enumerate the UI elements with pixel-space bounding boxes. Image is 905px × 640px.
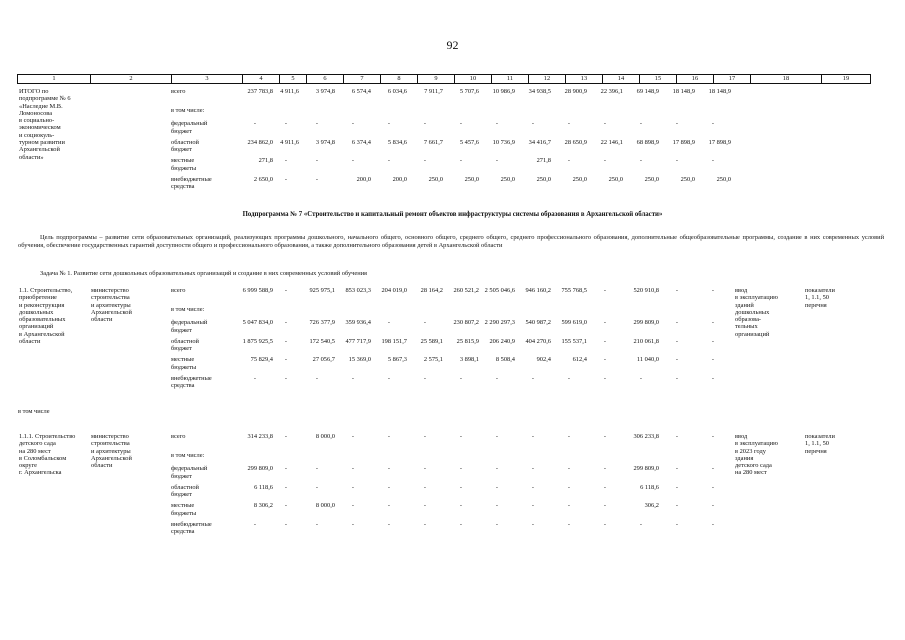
value-cell: - [603,520,607,528]
value-cell: - [675,502,679,510]
value-cell: 7 911,7 [424,88,443,95]
column-header-3: 3 [172,75,243,84]
value-cell: 2 575,1 [423,356,443,364]
value-cell: - [315,483,319,491]
value-cell: 299 809,0 [633,319,659,327]
value-cell: 8 000,0 [315,433,335,440]
value-cell: 4 911,6 [280,138,299,146]
value-cell: 28 900,9 [564,88,587,95]
value-cell: 28 164,2 [420,287,443,294]
value-cell: - [284,337,288,345]
value-cell: 271,8 [536,157,551,165]
source-label: внебюджетные средства [171,175,212,191]
value-cell: 75 829,4 [250,356,273,364]
value-cell: 260 521,2 [453,287,479,294]
value-cell: 540 987,2 [525,319,551,327]
in-that-number-label: в том числе [18,408,50,415]
value-cell: 8 306,2 [253,502,273,510]
value-cell: - [351,157,355,165]
value-cell: 271,8 [258,157,273,165]
value-cell: - [423,483,427,491]
source-label: областной бюджет [171,138,199,154]
value-cell: 3 898,1 [459,356,479,364]
value-cell: 28 650,9 [564,138,587,146]
column-header-13: 13 [566,75,603,84]
column-header-17: 17 [714,75,751,84]
source-label: федеральный бюджет [171,465,208,480]
value-cell: - [531,483,535,491]
value-cell: - [387,319,391,327]
value-cell: - [675,356,679,364]
value-cell: 5 834,6 [387,138,407,146]
value-cell: - [675,483,679,491]
value-cell: 10 736,9 [492,138,515,146]
value-cell: 2 650,0 [253,175,273,183]
value-cell: - [567,157,571,165]
value-cell: - [639,374,643,382]
value-cell: - [387,520,391,528]
value-cell: - [387,483,391,491]
indicator-text: показатели 1, 1.1, 50 перечня [805,287,835,309]
value-cell: 250,0 [464,175,479,183]
value-cell: - [459,120,463,128]
value-cell: 6 574,4 [351,88,371,95]
value-cell: - [603,374,607,382]
value-cell: 69 148,9 [636,88,659,95]
value-cell: 250,0 [716,175,731,183]
value-cell: - [567,374,571,382]
column-header-9: 9 [418,75,455,84]
value-cell: 10 986,9 [492,88,515,95]
subprogram-heading: Подпрограмма № 7 «Строительство и капитальный ремонт объектов инфраструктуры системы образования в Архангельской области» [242,211,663,218]
value-cell: 200,0 [392,175,407,183]
value-cell: 5 047 834,0 [242,319,273,327]
value-cell: 299 809,0 [247,465,273,473]
column-header-12: 12 [529,75,566,84]
value-cell: - [315,175,319,183]
value-cell: 206 240,9 [489,337,515,345]
value-cell: - [531,520,535,528]
value-cell: - [603,287,607,294]
value-cell: 22 146,1 [600,138,623,146]
value-cell: - [603,502,607,510]
value-cell: - [711,483,715,491]
value-cell: - [675,319,679,327]
value-cell: - [459,374,463,382]
value-cell: - [531,465,535,473]
source-label: федеральный бюджет [171,120,208,135]
value-cell: - [639,520,643,528]
value-cell: 6 999 588,9 [242,287,273,294]
value-cell: - [459,433,463,440]
column-header-14: 14 [603,75,640,84]
value-cell: - [351,120,355,128]
value-cell: - [495,520,499,528]
value-cell: - [711,520,715,528]
value-cell: 250,0 [680,175,695,183]
value-cell: - [711,319,715,327]
value-cell: - [711,287,715,294]
value-cell: 5 707,6 [459,88,479,95]
source-label: в том числе: [171,106,205,114]
value-cell: - [284,356,288,364]
value-cell: - [531,374,535,382]
value-cell: - [284,502,288,510]
value-cell: 34 416,7 [528,138,551,146]
value-cell: 250,0 [536,175,551,183]
value-cell: - [351,502,355,510]
value-cell: 4 911,6 [280,88,299,95]
value-cell: - [675,374,679,382]
value-cell: 11 040,0 [636,356,659,364]
value-cell: - [315,157,319,165]
value-cell: 520 910,8 [633,287,659,294]
value-cell: - [603,120,607,128]
value-cell: - [675,433,679,440]
column-header-11: 11 [492,75,529,84]
value-cell: - [639,157,643,165]
column-header-2: 2 [91,75,172,84]
value-cell: 17 898,9 [672,138,695,146]
value-cell: - [711,502,715,510]
value-cell: - [284,374,288,382]
value-cell: - [284,520,288,528]
value-cell: 3 974,8 [315,138,335,146]
value-cell: 22 396,1 [600,88,623,95]
value-cell: - [603,337,607,345]
value-cell: 726 377,9 [309,319,335,327]
value-cell: - [675,337,679,345]
row-title: 1.1.1. Строительство детского сада на 280 мест в Соломбальском округе г. Архангельска [19,433,76,477]
column-header-16: 16 [677,75,714,84]
value-cell: - [387,433,391,440]
value-cell: 925 975,1 [309,287,335,294]
value-cell: 155 537,1 [561,337,587,345]
value-cell: 2 505 046,6 [484,287,515,294]
source-label: внебюджетные средства [171,520,212,536]
value-cell: 612,4 [572,356,587,364]
value-cell: - [284,175,288,183]
value-cell: - [603,319,607,327]
source-label: федеральный бюджет [171,319,208,334]
column-header-6: 6 [307,75,344,84]
source-label: внебюджетные средства [171,374,212,390]
column-header-19: 19 [822,75,871,84]
value-cell: 68 898,9 [636,138,659,146]
value-cell: - [675,287,679,294]
value-cell: - [531,502,535,510]
value-cell: 234 862,0 [247,138,273,146]
source-label: местные бюджеты [171,356,197,371]
value-cell: - [567,120,571,128]
value-cell: 6 374,4 [351,138,371,146]
value-cell: - [423,520,427,528]
source-label: всего [171,88,186,95]
value-cell: - [423,157,427,165]
column-header-8: 8 [381,75,418,84]
value-cell: - [284,120,288,128]
task-heading: Задача № 1. Развитие сети дошкольных образовательных организаций и создание в них современных условий обучения [40,270,367,277]
value-cell: 18 148,9 [708,88,731,95]
result-text: ввод в эксплуатацию зданий дошкольных образова- тельных организаций [735,287,778,338]
value-cell: 404 270,6 [525,337,551,345]
value-cell: 1 875 925,5 [242,337,273,345]
value-cell: - [423,465,427,473]
value-cell: 250,0 [428,175,443,183]
value-cell: - [675,120,679,128]
value-cell: - [603,465,607,473]
value-cell: - [675,157,679,165]
value-cell: 34 938,5 [528,88,551,95]
value-cell: - [495,157,499,165]
value-cell: - [495,374,499,382]
source-label: местные бюджеты [171,502,197,517]
value-cell: 250,0 [500,175,515,183]
value-cell: - [639,120,643,128]
value-cell: - [711,465,715,473]
value-cell: - [603,433,607,440]
value-cell: 7 661,7 [423,138,443,146]
value-cell: - [531,433,535,440]
column-header-18: 18 [751,75,822,84]
value-cell: 902,4 [536,356,551,364]
value-cell: 359 936,4 [345,319,371,327]
value-cell: - [284,157,288,165]
value-cell: 27 056,7 [312,356,335,364]
column-number-header [17,74,871,84]
value-cell: - [459,157,463,165]
value-cell: 299 809,0 [633,465,659,473]
value-cell: - [423,374,427,382]
value-cell: - [459,465,463,473]
source-label: всего [171,433,186,440]
value-cell: - [423,319,427,327]
value-cell: 306 233,8 [633,433,659,440]
value-cell: - [711,337,715,345]
value-cell: - [711,356,715,364]
value-cell: 25 815,9 [456,337,479,345]
value-cell: - [711,120,715,128]
value-cell: 3 974,8 [315,88,335,95]
value-cell: 8 000,0 [315,502,335,510]
column-header-1: 1 [18,75,91,84]
value-cell: 599 619,0 [561,319,587,327]
value-cell: 250,0 [572,175,587,183]
value-cell: - [284,319,288,327]
value-cell: - [459,520,463,528]
source-label: в том числе: [171,451,205,459]
column-header-5: 5 [280,75,307,84]
value-cell: 6 118,6 [254,483,273,491]
value-cell: - [284,287,288,294]
value-cell: 2 290 297,3 [484,319,515,327]
value-cell: - [423,120,427,128]
value-cell: 15 369,0 [348,356,371,364]
source-label: местные бюджеты [171,157,197,172]
source-label: областной бюджет [171,483,199,499]
value-cell: - [423,502,427,510]
value-cell: - [387,374,391,382]
subprogram-goal: Цель подпрограммы – развитие сети образовательных организаций, реализующих программы дошкольного, начального общего, основного общего, среднего общего, среднего профессионального образования, дополнительные общеобразовательные программы, создание в них современных условий обучения, обеспечение государственных гарантий доступности общего и профессионального образования, а также дополнительного образования детей в Архангельской области [18,234,884,249]
value-cell: - [603,483,607,491]
value-cell: - [387,120,391,128]
value-cell: - [675,465,679,473]
row-title: 1.1. Строительство, приобретение и реконструкция дошкольных образовательных организаций в Архангельской области [19,287,73,346]
value-cell: - [495,433,499,440]
value-cell: 946 160,2 [525,287,551,294]
value-cell: - [459,502,463,510]
value-cell: - [567,502,571,510]
result-text: ввод в эксплуатацию в 2023 году здания детского сада на 280 мест [735,433,778,477]
value-cell: 172 540,5 [309,337,335,345]
executor: министерство строительства и архитектуры Архангельской области [91,433,132,470]
page-number: 92 [446,38,459,52]
value-cell: - [531,120,535,128]
value-cell: - [567,433,571,440]
value-cell: 210 061,8 [633,337,659,345]
value-cell: 477 717,9 [345,337,371,345]
value-cell: - [351,520,355,528]
value-cell: 755 768,5 [561,287,587,294]
value-cell: 314 233,8 [247,433,273,440]
executor: министерство строительства и архитектуры Архангельской области [91,287,132,324]
value-cell: 853 023,3 [345,287,371,294]
source-label: всего [171,287,186,294]
value-cell: 250,0 [644,175,659,183]
value-cell: - [711,157,715,165]
value-cell: - [351,465,355,473]
value-cell: - [351,433,355,440]
column-header-15: 15 [640,75,677,84]
value-cell: - [315,465,319,473]
value-cell: - [603,356,607,364]
column-header-7: 7 [344,75,381,84]
source-label: областной бюджет [171,337,199,353]
value-cell: - [315,120,319,128]
value-cell: 200,0 [356,175,371,183]
value-cell: - [284,483,288,491]
source-label: в том числе: [171,305,205,313]
value-cell: - [315,520,319,528]
value-cell: - [351,374,355,382]
value-cell: 8 508,4 [495,356,515,364]
value-cell: 250,0 [608,175,623,183]
value-cell: - [284,465,288,473]
value-cell: - [603,157,607,165]
value-cell: - [253,374,257,382]
value-cell: - [253,120,257,128]
value-cell: - [495,120,499,128]
value-cell: - [675,520,679,528]
value-cell: - [315,374,319,382]
value-cell: - [387,502,391,510]
value-cell: 6 118,6 [640,483,659,491]
value-cell: 18 148,9 [672,88,695,95]
value-cell: - [423,433,427,440]
value-cell: 204 019,0 [381,287,407,294]
value-cell: 5 867,3 [387,356,407,364]
value-cell: 237 783,8 [247,88,273,95]
value-cell: - [495,465,499,473]
value-cell: 230 807,2 [453,319,479,327]
value-cell: - [567,465,571,473]
value-cell: - [711,433,715,440]
row-title: ИТОГО по подпрограмме № 6 «Наследие М.В. Ломоносова в социально- экономическом и социокуль- турном развитии Архангельской области» [19,88,71,161]
value-cell: - [387,157,391,165]
value-cell: 6 034,6 [387,88,407,95]
value-cell: 25 589,1 [420,337,443,345]
value-cell: - [495,483,499,491]
value-cell: - [387,465,391,473]
indicator-text: показатели 1, 1.1, 50 перечня [805,433,835,455]
value-cell: - [567,483,571,491]
value-cell: 5 457,6 [459,138,479,146]
value-cell: - [567,520,571,528]
value-cell: - [253,520,257,528]
value-cell: - [351,483,355,491]
value-cell: - [495,502,499,510]
column-header-10: 10 [455,75,492,84]
value-cell: 17 898,9 [708,138,731,146]
value-cell: - [459,483,463,491]
column-header-4: 4 [243,75,280,84]
value-cell: 306,2 [644,502,659,510]
value-cell: 198 151,7 [381,337,407,345]
value-cell: - [711,374,715,382]
value-cell: - [284,433,288,440]
